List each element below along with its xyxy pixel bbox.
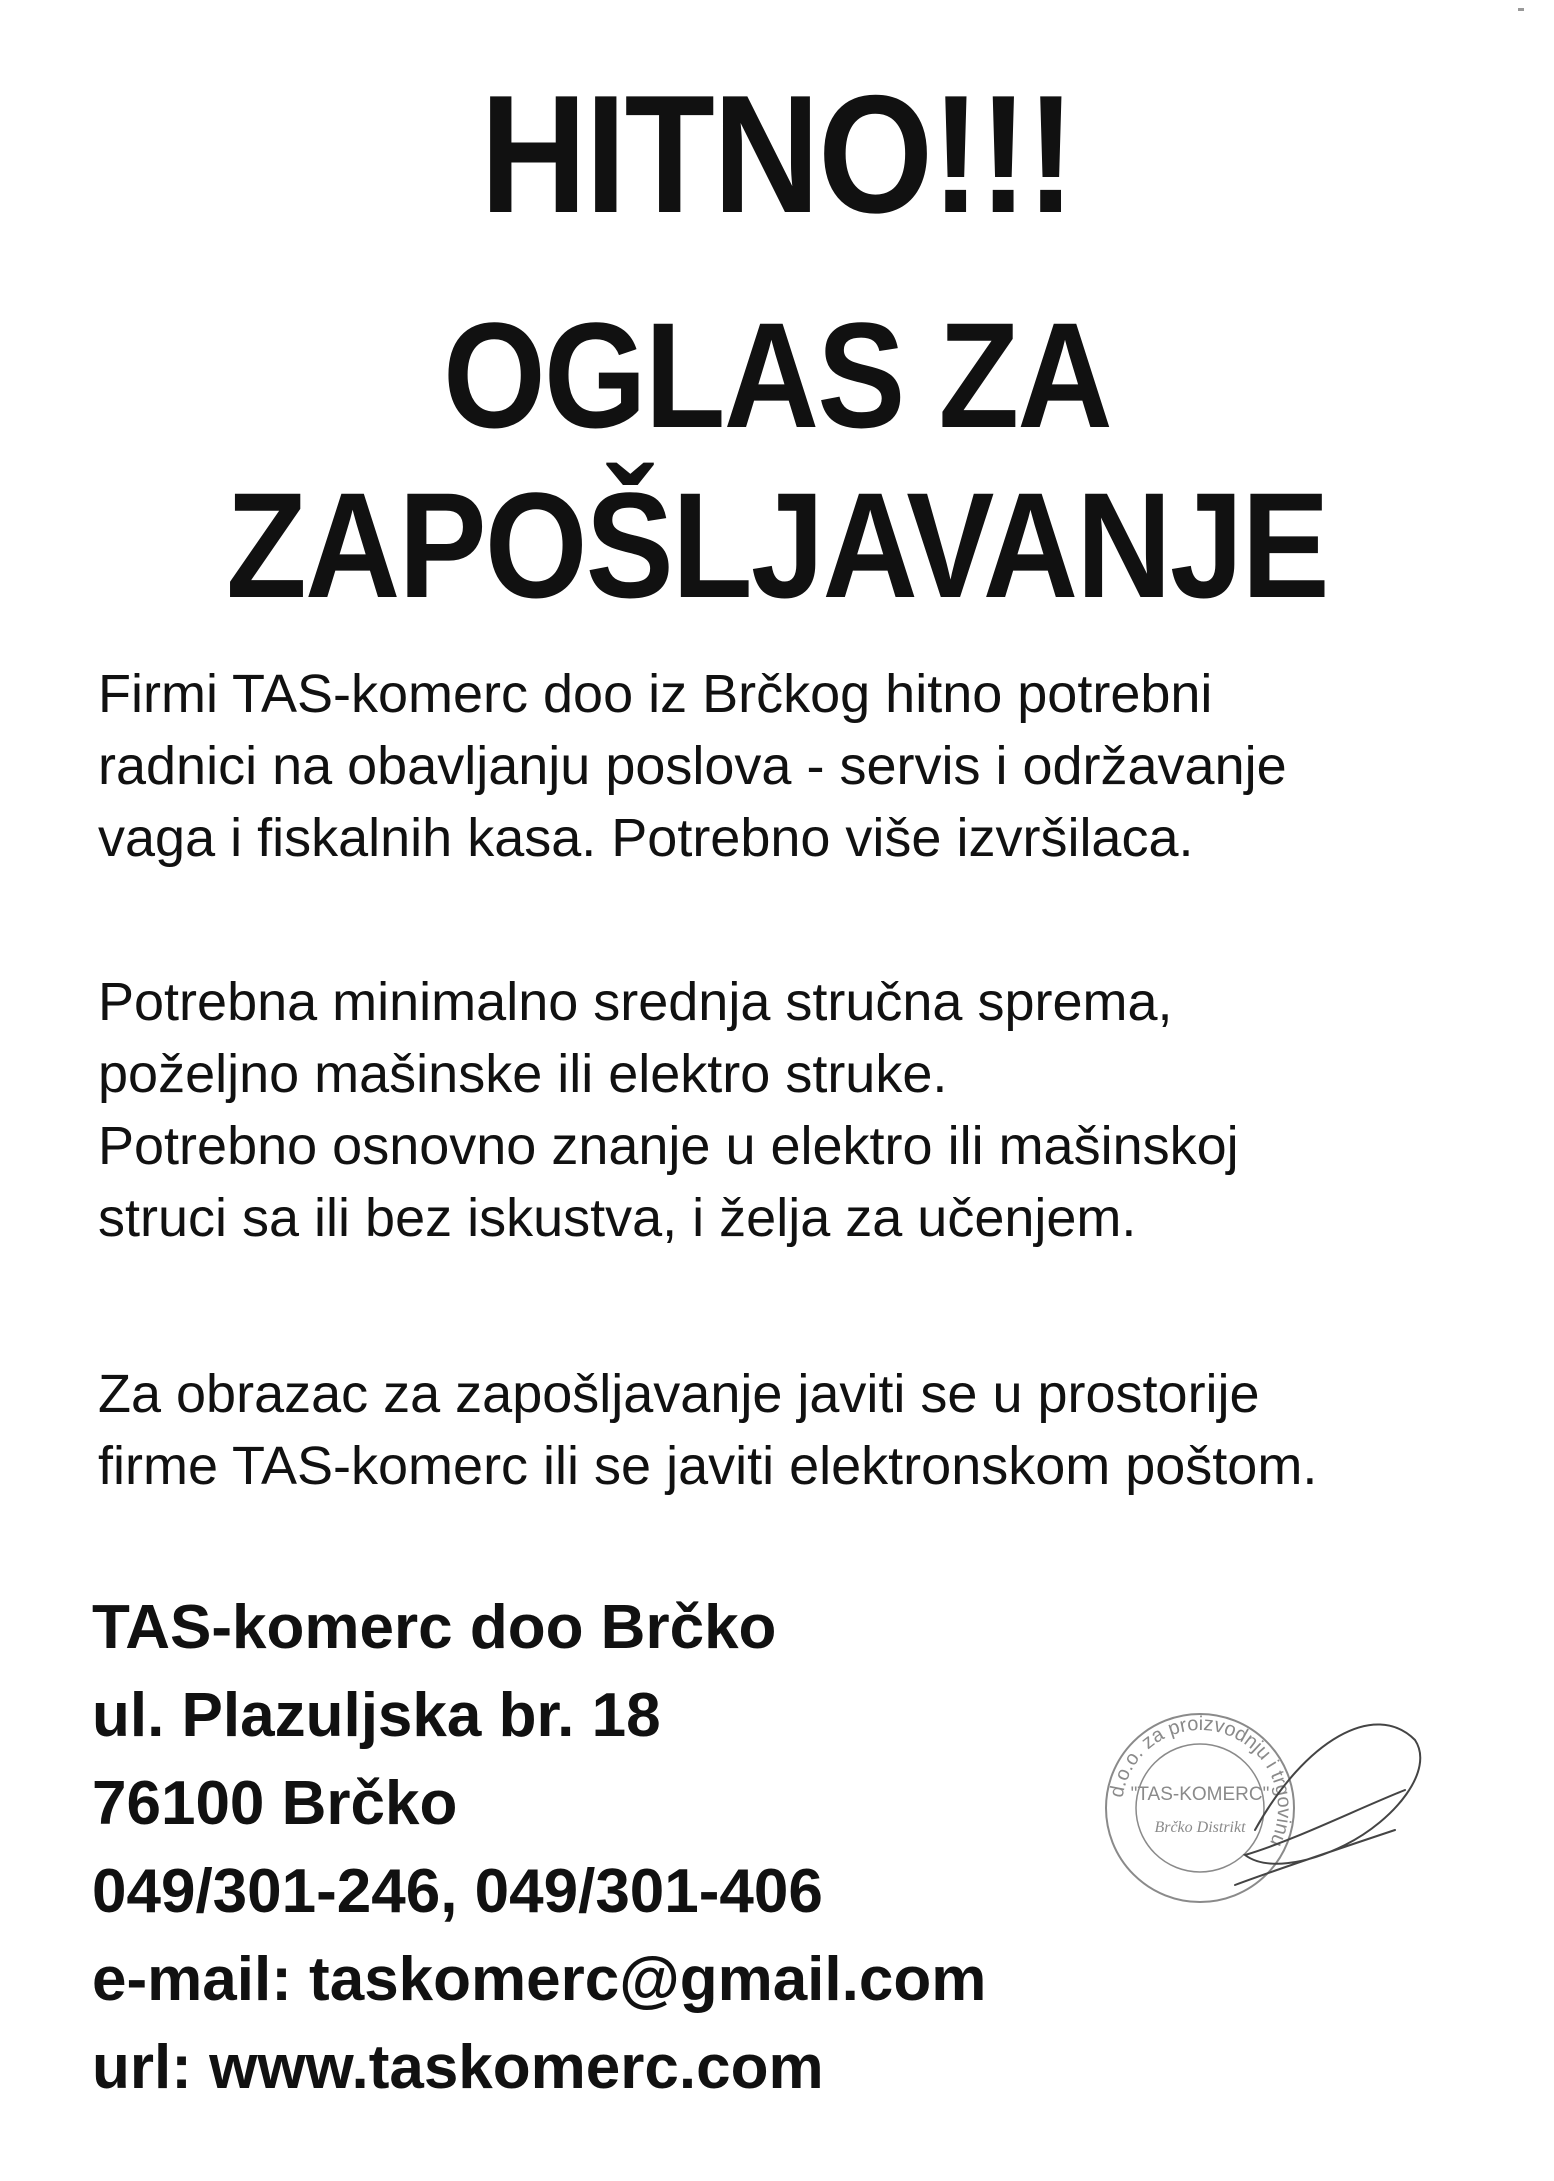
headline-ad-title: OGLAS ZA: [443, 291, 1111, 459]
contact-block: [92, 1584, 986, 2112]
website-url: url: www.taskomerc.com: [92, 2033, 824, 2102]
paragraph-requirements: [98, 966, 1538, 1254]
stamp-company-name: "TAS-KOMERC": [1130, 1784, 1270, 1805]
company-name: TAS-komerc doo Brčko: [92, 1593, 777, 1662]
street-address: ul. Plazuljska br. 18: [92, 1681, 661, 1750]
stamp-ring-text: d.o.o. za proizvodnju i trgovinu: [1105, 1712, 1296, 1850]
paragraph-line: Za obrazac za zapošljavanje javiti se u prostorije: [98, 1364, 1260, 1424]
headline-urgent: HITNO!!!: [480, 60, 1074, 248]
scan-artifact: [1518, 8, 1524, 11]
email-address: e-mail: taskomerc@gmail.com: [92, 1945, 987, 2014]
paragraph-application-instructions: [98, 1358, 1538, 1502]
paragraph-line: Potrebno osnovno znanje u elektro ili mašinskoj: [98, 1116, 1239, 1176]
paragraph-line: Potrebna minimalno srednja stručna sprema,: [98, 972, 1173, 1032]
paragraph-line: poželjno mašinske ili elektro struke.: [98, 1044, 948, 1104]
paragraph-line: Firmi TAS-komerc doo iz Brčkog hitno potrebni: [98, 664, 1213, 724]
stamp-district: Brčko Distrikt: [1154, 1819, 1246, 1836]
postal-city: 76100 Brčko: [92, 1769, 458, 1838]
paragraph-line: vaga i fiskalnih kasa. Potrebno više izvršilaca.: [98, 808, 1194, 868]
phone-numbers: 049/301-246, 049/301-406: [92, 1857, 823, 1926]
headline-employment: ZAPOŠLJAVANJE: [226, 461, 1328, 629]
paragraph-line: firme TAS-komerc ili se javiti elektronskom poštom.: [98, 1436, 1318, 1496]
paragraph-job-description: [98, 658, 1538, 874]
paragraph-line: radnici na obavljanju poslova - servis i održavanje: [98, 736, 1287, 796]
company-stamp-with-signature: [1105, 1680, 1445, 1940]
paragraph-line: struci sa ili bez iskustva, i želja za učenjem.: [98, 1188, 1137, 1248]
